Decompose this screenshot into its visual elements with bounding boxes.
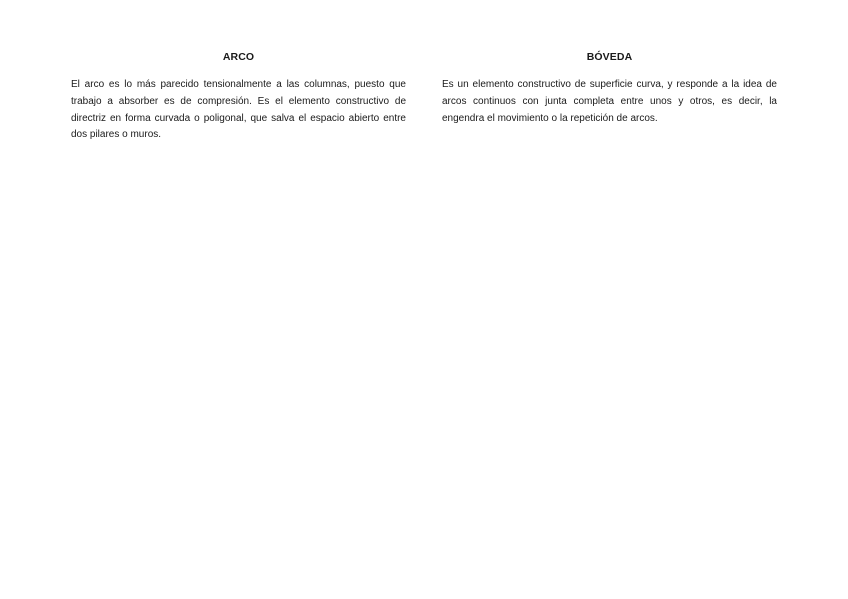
arco-definition: El arco es lo más parecido tensionalmente a las columnas, puesto que trabajo a absorber es de compresión. Es el elemento constructivo de directriz en forma curvada o poligonal, que salva el espacio abierto entre dos pilares o muros. xyxy=(71,79,406,141)
boveda-section xyxy=(442,49,777,127)
boveda-heading: BÓVEDA xyxy=(586,51,633,63)
boveda-definition: Es un elemento constructivo de superficie curva, y responde a la idea de arcos continuos con junta completa entre unos y otros, es decir, la engendra el movimiento o la repetición de arcos. xyxy=(442,79,777,124)
arco-section xyxy=(71,49,406,144)
arco-heading: ARCO xyxy=(222,51,255,63)
